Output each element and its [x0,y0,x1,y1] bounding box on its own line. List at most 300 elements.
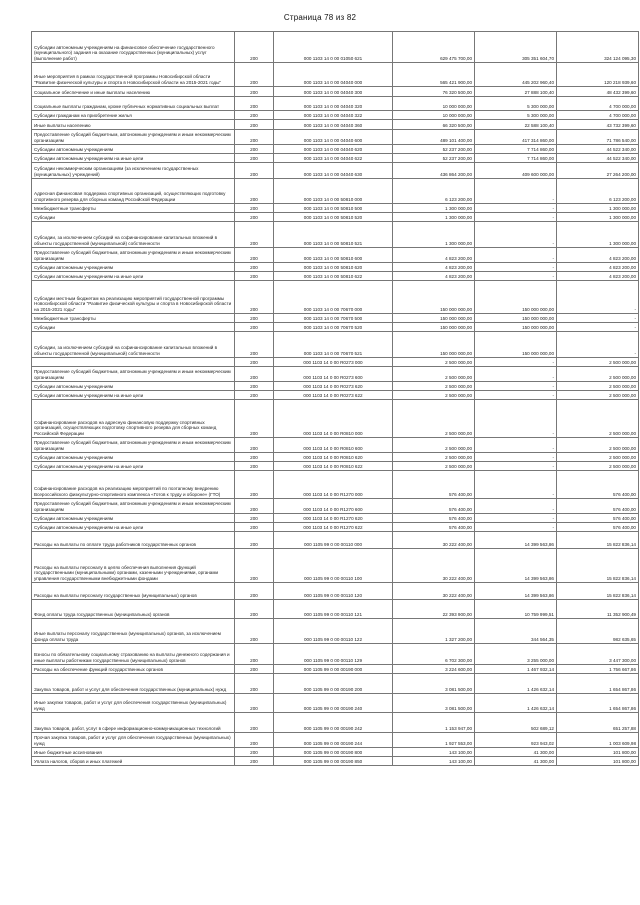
row-name-cell: Расходы на выплаты персоналу государственных (муниципальных) органов [32,583,235,600]
table-row [32,757,639,766]
row-executed-amount-cell: - [475,453,557,462]
row-executed-amount-cell: 27 888 100,40 [475,87,557,97]
row-unexecuted-amount-cell: 15 822 836,14 [557,583,639,600]
row-code-cell: 200 [235,462,274,471]
row-code-cell: 200 [235,549,274,583]
row-approved-amount-cell: 3 081 500,00 [393,694,475,713]
row-classification-code-cell: 000 1103 14 0 00 R0810 000 [274,400,393,438]
table-row [32,248,639,263]
row-unexecuted-amount-cell: 324 124 095,30 [557,32,639,63]
row-name-cell: Социальные выплаты гражданам, кроме публичных нормативных социальных выплат [32,97,235,111]
row-name-cell: Субсидии автономным учреждениям [32,382,235,391]
table-row [32,532,639,549]
row-executed-amount-cell: 7 714 860,00 [475,145,557,154]
row-unexecuted-amount-cell: 576 400,00 [557,523,639,532]
table-row [32,462,639,471]
row-code-cell: 200 [235,391,274,400]
row-classification-code-cell: 000 1103 14 0 00 50810 520 [274,213,393,222]
row-approved-amount-cell: 1 300 000,00 [393,222,475,248]
row-unexecuted-amount-cell: - [557,332,639,358]
row-approved-amount-cell: 76 320 500,00 [393,87,475,97]
row-classification-code-cell: 000 1103 14 0 00 R1270 600 [274,499,393,514]
row-unexecuted-amount-cell: 71 786 540,00 [557,130,639,145]
row-executed-amount-cell: - [475,523,557,532]
row-name-cell: Субсидии, за исключением субсидий на софинансирование капитальных вложений в объекты государственной (муниципальной) собственности [32,332,235,358]
row-code-cell: 200 [235,323,274,332]
row-name-cell: Уплата налогов, сборов и иных платежей [32,757,235,766]
row-approved-amount-cell: 2 500 000,00 [393,462,475,471]
row-classification-code-cell: 000 1103 14 0 00 R1270 622 [274,523,393,532]
table-row [32,332,639,358]
row-classification-code-cell: 000 1105 99 0 00 00110 120 [274,583,393,600]
row-name-cell: Субсидии гражданам на приобретение жилья [32,111,235,120]
row-unexecuted-amount-cell: 120 218 939,60 [557,63,639,87]
row-classification-code-cell: 000 1103 14 0 00 04040 320 [274,97,393,111]
row-executed-amount-cell: 14 399 563,86 [475,549,557,583]
row-classification-code-cell: 000 1103 14 0 00 04040 630 [274,163,393,179]
row-approved-amount-cell: 150 000 000,00 [393,314,475,323]
row-executed-amount-cell: - [475,471,557,499]
row-executed-amount-cell: - [475,248,557,263]
row-name-cell: Прочая закупка товаров, работ и услуг для обеспечения государственных (муниципальных) нужд [32,733,235,748]
row-unexecuted-amount-cell: 3 447 300,00 [557,644,639,665]
row-approved-amount-cell: 1 327 200,00 [393,619,475,644]
row-unexecuted-amount-cell: 44 522 340,00 [557,145,639,154]
row-name-cell: Взносы по обязательному социальному страхованию на выплаты денежного содержания и иные выплаты работникам государственных (муниципальных) органов [32,644,235,665]
row-code-cell: 200 [235,248,274,263]
row-approved-amount-cell: 2 500 000,00 [393,438,475,453]
row-classification-code-cell: 000 1103 14 0 00 50810 000 [274,179,393,204]
row-executed-amount-cell: 502 689,12 [475,713,557,733]
row-unexecuted-amount-cell: 2 500 000,00 [557,367,639,382]
row-executed-amount-cell: 150 000 000,00 [475,314,557,323]
row-name-cell: Субсидии автономным учреждениям на иные цели [32,154,235,163]
row-classification-code-cell: 000 1103 14 0 00 50810 521 [274,222,393,248]
row-classification-code-cell: 000 1103 14 0 00 R0273 620 [274,382,393,391]
table-row [32,694,639,713]
row-unexecuted-amount-cell: 1 300 000,00 [557,213,639,222]
page-header: Страница 78 из 82 [283,13,357,22]
row-code-cell: 200 [235,438,274,453]
row-code-cell: 200 [235,154,274,163]
row-code-cell: 200 [235,120,274,130]
row-code-cell: 200 [235,514,274,523]
table-row [32,87,639,97]
row-approved-amount-cell: 1 153 947,00 [393,713,475,733]
row-code-cell: 200 [235,87,274,97]
row-approved-amount-cell: 2 500 000,00 [393,400,475,438]
row-classification-code-cell: 000 1105 99 0 00 00190 850 [274,757,393,766]
row-name-cell: Предоставление субсидий бюджетным, автономным учреждениям и иным некоммерческим организациям [32,130,235,145]
row-code-cell: 200 [235,358,274,367]
row-executed-amount-cell: - [475,367,557,382]
row-approved-amount-cell: 52 237 200,00 [393,145,475,154]
row-classification-code-cell: 000 1103 14 0 00 04040 322 [274,111,393,120]
row-executed-amount-cell: 305 351 604,70 [475,32,557,63]
row-classification-code-cell: 000 1103 14 0 00 R1270 620 [274,514,393,523]
row-name-cell: Софинансирование расходов на адресную финансовую поддержку спортивных организаций, осуществляющих подготовку спортивного резерва для сборных команд Российской Федерации [32,400,235,438]
row-name-cell: Предоставление субсидий бюджетным, автономным учреждениям и иным некоммерческим организациям [32,499,235,514]
row-classification-code-cell: 000 1103 14 0 00 04040 000 [274,63,393,87]
row-name-cell: Фонд оплаты труда государственных (муниципальных) органов [32,600,235,619]
row-code-cell: 200 [235,263,274,272]
table-row [32,281,639,314]
row-executed-amount-cell: 10 759 999,51 [475,600,557,619]
row-code-cell: 200 [235,583,274,600]
row-executed-amount-cell: - [475,462,557,471]
table-row [32,674,639,694]
row-code-cell: 200 [235,382,274,391]
table-row [32,263,639,272]
table-row [32,213,639,222]
table-row [32,514,639,523]
row-executed-amount-cell: - [475,222,557,248]
row-classification-code-cell: 000 1103 14 0 00 70670 500 [274,314,393,323]
row-classification-code-cell: 000 1103 14 0 00 04040 360 [274,120,393,130]
row-code-cell: 200 [235,733,274,748]
row-approved-amount-cell: 30 222 400,00 [393,532,475,549]
table-row [32,733,639,748]
row-unexecuted-amount-cell: 1 003 609,98 [557,733,639,748]
row-executed-amount-cell: 344 564,35 [475,619,557,644]
row-classification-code-cell: 000 1103 14 0 00 04040 300 [274,87,393,97]
row-name-cell: Субсидии автономным учреждениям [32,145,235,154]
row-executed-amount-cell: - [475,391,557,400]
table-row [32,453,639,462]
row-approved-amount-cell: 4 823 200,00 [393,263,475,272]
row-unexecuted-amount-cell: 651 257,88 [557,713,639,733]
row-code-cell: 200 [235,694,274,713]
row-approved-amount-cell: 565 421 900,00 [393,63,475,87]
row-executed-amount-cell: 22 588 100,40 [475,120,557,130]
table-row [32,644,639,665]
row-name-cell: Субсидии некоммерческим организациям (за исключением государственных (муниципальных) учреждений) [32,163,235,179]
row-name-cell: Субсидии местным бюджетам на реализацию мероприятий государственной программы Новосибирской области "Развитие физической культуры и спорта в Новосибирской области на 2015-2021 годы" [32,281,235,314]
row-code-cell: 200 [235,674,274,694]
table-row [32,499,639,514]
row-code-cell: 200 [235,757,274,766]
row-approved-amount-cell: 3 224 600,00 [393,665,475,674]
row-code-cell: 200 [235,163,274,179]
row-unexecuted-amount-cell: 1 654 867,86 [557,694,639,713]
row-unexecuted-amount-cell: 4 700 000,00 [557,111,639,120]
row-name-cell: Предоставление субсидий бюджетным, автономным учреждениям и иным некоммерческим организациям [32,438,235,453]
row-code-cell: 200 [235,644,274,665]
row-name-cell: Расходы на выплаты персоналу в целях обеспечения выполнения функций государственными (муниципальными) органами, казенными учреждениями, органами управления государственными внебюджетными фондами [32,549,235,583]
row-executed-amount-cell: 41 300,00 [475,748,557,757]
row-approved-amount-cell: 1 300 000,00 [393,213,475,222]
row-approved-amount-cell: 150 000 000,00 [393,332,475,358]
table-row [32,400,639,438]
row-executed-amount-cell: - [475,263,557,272]
table-row [32,523,639,532]
row-unexecuted-amount-cell: 2 500 000,00 [557,358,639,367]
row-classification-code-cell: 000 1105 99 0 00 00190 800 [274,748,393,757]
row-name-cell [32,358,235,367]
row-classification-code-cell: 000 1103 14 0 00 R0273 622 [274,391,393,400]
row-approved-amount-cell: 2 500 000,00 [393,391,475,400]
row-name-cell: Субсидии [32,213,235,222]
row-approved-amount-cell: 22 393 900,00 [393,600,475,619]
row-name-cell: Субсидии автономным учреждениям на иные цели [32,462,235,471]
row-name-cell: Социальное обеспечение и иные выплаты населению [32,87,235,97]
row-unexecuted-amount-cell: 4 823 200,00 [557,272,639,281]
row-executed-amount-cell: 41 300,00 [475,757,557,766]
row-unexecuted-amount-cell: 2 500 000,00 [557,462,639,471]
row-approved-amount-cell: 2 500 000,00 [393,367,475,382]
table-row [32,391,639,400]
row-approved-amount-cell: 4 823 200,00 [393,272,475,281]
row-name-cell: Расходы на выплаты по оплате труда работников государственных органов [32,532,235,549]
row-classification-code-cell: 000 1103 14 0 00 50810 622 [274,272,393,281]
row-approved-amount-cell: 1 300 000,00 [393,204,475,213]
row-approved-amount-cell: 576 400,00 [393,523,475,532]
table-row [32,120,639,130]
row-classification-code-cell: 000 1105 99 0 00 00190 200 [274,674,393,694]
row-approved-amount-cell: 2 500 000,00 [393,382,475,391]
row-unexecuted-amount-cell: - [557,281,639,314]
row-code-cell: 200 [235,32,274,63]
row-code-cell: 200 [235,63,274,87]
row-name-cell: Иные выплаты персоналу государственных (муниципальных) органов, за исключением фонда оплаты труда [32,619,235,644]
row-unexecuted-amount-cell: 1 300 000,00 [557,204,639,213]
table-row [32,97,639,111]
row-approved-amount-cell: 143 100,00 [393,748,475,757]
row-approved-amount-cell: 629 475 700,00 [393,32,475,63]
row-executed-amount-cell: 445 202 960,40 [475,63,557,87]
row-code-cell: 200 [235,600,274,619]
row-executed-amount-cell: 409 600 000,00 [475,163,557,179]
table-row [32,163,639,179]
row-classification-code-cell: 000 1103 14 0 00 R0810 620 [274,453,393,462]
row-unexecuted-amount-cell: 4 823 200,00 [557,263,639,272]
row-code-cell: 200 [235,332,274,358]
row-approved-amount-cell: 2 500 000,00 [393,358,475,367]
row-approved-amount-cell: 6 123 200,00 [393,179,475,204]
row-name-cell: Предоставление субсидий бюджетным, автономным учреждениям и иным некоммерческим организациям [32,248,235,263]
row-code-cell: 200 [235,532,274,549]
row-approved-amount-cell: 150 000 000,00 [393,281,475,314]
row-executed-amount-cell: - [475,514,557,523]
budget-table [31,31,639,766]
row-name-cell: Иные выплаты населению [32,120,235,130]
table-row [32,619,639,644]
row-name-cell: Иные бюджетные ассигнования [32,748,235,757]
row-executed-amount-cell: - [475,179,557,204]
row-approved-amount-cell: 576 400,00 [393,514,475,523]
row-code-cell: 200 [235,713,274,733]
row-executed-amount-cell: 417 314 860,00 [475,130,557,145]
row-name-cell: Межбюджетные трансферты [32,204,235,213]
row-classification-code-cell: 000 1103 14 0 00 04040 620 [274,145,393,154]
row-code-cell: 200 [235,665,274,674]
row-executed-amount-cell: 14 399 563,86 [475,532,557,549]
table-row [32,179,639,204]
row-unexecuted-amount-cell: 2 500 000,00 [557,382,639,391]
row-executed-amount-cell: - [475,358,557,367]
row-unexecuted-amount-cell: - [557,314,639,323]
row-unexecuted-amount-cell: 43 732 399,60 [557,120,639,130]
row-approved-amount-cell: 576 400,00 [393,499,475,514]
row-executed-amount-cell: 3 255 000,00 [475,644,557,665]
row-unexecuted-amount-cell: 101 800,00 [557,748,639,757]
row-unexecuted-amount-cell: 4 700 000,00 [557,97,639,111]
table-row [32,63,639,87]
row-approved-amount-cell: 10 000 000,00 [393,97,475,111]
row-code-cell: 200 [235,111,274,120]
row-unexecuted-amount-cell: 576 400,00 [557,514,639,523]
row-classification-code-cell: 000 1103 14 0 00 01050 621 [274,32,393,63]
row-code-cell: 200 [235,499,274,514]
row-approved-amount-cell: 52 237 200,00 [393,154,475,163]
row-unexecuted-amount-cell: 576 400,00 [557,499,639,514]
table-row [32,32,639,63]
row-executed-amount-cell: 150 000 000,00 [475,323,557,332]
table-row [32,583,639,600]
row-code-cell: 200 [235,213,274,222]
row-unexecuted-amount-cell: 11 352 900,49 [557,600,639,619]
row-executed-amount-cell: 1 426 632,14 [475,674,557,694]
table-row [32,111,639,120]
row-classification-code-cell: 000 1103 14 0 00 50810 500 [274,204,393,213]
table-row [32,382,639,391]
row-unexecuted-amount-cell: - [557,323,639,332]
row-executed-amount-cell: 14 399 563,86 [475,583,557,600]
row-approved-amount-cell: 3 081 500,00 [393,674,475,694]
row-classification-code-cell: 000 1105 99 0 00 00190 000 [274,665,393,674]
table-row [32,204,639,213]
row-code-cell: 200 [235,367,274,382]
row-classification-code-cell: 000 1103 14 0 00 R0273 600 [274,367,393,382]
row-code-cell: 200 [235,619,274,644]
row-name-cell: Расходы на обеспечение функций государственных органов [32,665,235,674]
row-classification-code-cell: 000 1105 99 0 00 00110 100 [274,549,393,583]
row-classification-code-cell: 000 1105 99 0 00 00190 242 [274,713,393,733]
row-classification-code-cell: 000 1103 14 0 00 R0810 600 [274,438,393,453]
row-approved-amount-cell: 30 222 400,00 [393,583,475,600]
row-executed-amount-cell: - [475,204,557,213]
row-approved-amount-cell: 66 320 500,00 [393,120,475,130]
table-row [32,358,639,367]
row-approved-amount-cell: 143 100,00 [393,757,475,766]
row-unexecuted-amount-cell: 1 300 000,00 [557,222,639,248]
row-name-cell: Субсидии автономным учреждениям [32,514,235,523]
row-unexecuted-amount-cell: 48 432 399,60 [557,87,639,97]
row-unexecuted-amount-cell: 6 123 200,00 [557,179,639,204]
row-classification-code-cell: 000 1103 14 0 00 R1270 000 [274,471,393,499]
row-code-cell: 200 [235,748,274,757]
row-classification-code-cell: 000 1103 14 0 00 50810 600 [274,248,393,263]
row-name-cell: Софинансирование расходов на реализацию мероприятий по поэтапному внедрению Всероссийского физкультурно-спортивного комплекса «Готов к труду и обороне» (ГТО) [32,471,235,499]
row-name-cell: Субсидии автономным учреждениям [32,263,235,272]
row-name-cell: Иные мероприятия в рамках государственной программы Новосибирской области "Развитие физической культуры и спорта в Новосибирской области на 2015-2021 годы" [32,63,235,87]
row-classification-code-cell: 000 1103 14 0 00 70670 520 [274,323,393,332]
row-name-cell: Субсидии автономным учреждениям на иные цели [32,272,235,281]
row-unexecuted-amount-cell: 2 500 000,00 [557,391,639,400]
row-code-cell: 200 [235,272,274,281]
row-name-cell: Адресная финансовая поддержка спортивных организаций, осуществляющих подготовку спортивного резерва для сборных команд Российской Федерации [32,179,235,204]
row-code-cell: 200 [235,281,274,314]
row-code-cell: 200 [235,130,274,145]
row-classification-code-cell: 000 1105 99 0 00 00110 122 [274,619,393,644]
row-classification-code-cell: 000 1105 99 0 00 00110 121 [274,600,393,619]
row-code-cell: 200 [235,179,274,204]
row-executed-amount-cell: - [475,499,557,514]
row-classification-code-cell: 000 1103 14 0 00 R0273 000 [274,358,393,367]
row-classification-code-cell: 000 1103 14 0 00 R0810 622 [274,462,393,471]
table-row [32,314,639,323]
table-row [32,600,639,619]
table-row [32,438,639,453]
row-name-cell: Предоставление субсидий бюджетным, автономным учреждениям и иным некоммерческим организациям [32,367,235,382]
row-unexecuted-amount-cell: 2 500 000,00 [557,453,639,462]
row-unexecuted-amount-cell: 982 635,65 [557,619,639,644]
row-name-cell: Субсидии автономным учреждениям на иные цели [32,391,235,400]
table-row [32,367,639,382]
row-classification-code-cell: 000 1105 99 0 00 00190 240 [274,694,393,713]
table-row [32,222,639,248]
table-row [32,665,639,674]
row-unexecuted-amount-cell: 15 822 836,14 [557,549,639,583]
row-executed-amount-cell: 1 467 932,14 [475,665,557,674]
row-executed-amount-cell: - [475,382,557,391]
table-row [32,748,639,757]
table-row [32,130,639,145]
row-classification-code-cell: 000 1103 14 0 00 70670 521 [274,332,393,358]
row-code-cell: 200 [235,222,274,248]
row-executed-amount-cell: 150 000 000,00 [475,281,557,314]
row-name-cell: Закупка товаров, работ, услуг в сфере информационно-коммуникационных технологий [32,713,235,733]
row-executed-amount-cell: - [475,272,557,281]
row-name-cell: Субсидии автономным учреждениям [32,453,235,462]
row-unexecuted-amount-cell: 576 400,00 [557,471,639,499]
row-unexecuted-amount-cell: 44 522 340,00 [557,154,639,163]
row-name-cell: Субсидии [32,323,235,332]
row-name-cell: Межбюджетные трансферты [32,314,235,323]
row-approved-amount-cell: 150 000 000,00 [393,323,475,332]
row-unexecuted-amount-cell: 1 756 667,86 [557,665,639,674]
table-row [32,471,639,499]
row-unexecuted-amount-cell: 4 823 200,00 [557,248,639,263]
row-name-cell: Закупка товаров, работ и услуг для обеспечения государственных (муниципальных) нужд [32,674,235,694]
row-approved-amount-cell: 4 823 200,00 [393,248,475,263]
table-row [32,713,639,733]
row-code-cell: 200 [235,145,274,154]
table-row [32,549,639,583]
row-name-cell: Субсидии автономным учреждениям на иные цели [32,523,235,532]
row-classification-code-cell: 000 1105 99 0 00 00190 244 [274,733,393,748]
row-classification-code-cell: 000 1103 14 0 00 04040 600 [274,130,393,145]
row-executed-amount-cell: 5 300 000,00 [475,111,557,120]
row-unexecuted-amount-cell: 101 800,00 [557,757,639,766]
row-executed-amount-cell: 923 943,02 [475,733,557,748]
row-executed-amount-cell: - [475,213,557,222]
row-approved-amount-cell: 2 500 000,00 [393,453,475,462]
row-classification-code-cell: 000 1103 14 0 00 70670 000 [274,281,393,314]
table-row [32,323,639,332]
row-name-cell: Иные закупки товаров, работ и услуг для обеспечения государственных (муниципальных) нужд [32,694,235,713]
row-approved-amount-cell: 6 702 300,00 [393,644,475,665]
row-code-cell: 200 [235,204,274,213]
row-unexecuted-amount-cell: 2 500 000,00 [557,438,639,453]
table-row [32,154,639,163]
row-approved-amount-cell: 1 927 553,00 [393,733,475,748]
row-unexecuted-amount-cell: 2 500 000,00 [557,400,639,438]
row-executed-amount-cell: - [475,438,557,453]
row-executed-amount-cell: 150 000 000,00 [475,332,557,358]
row-executed-amount-cell: - [475,400,557,438]
row-unexecuted-amount-cell: 27 264 200,00 [557,163,639,179]
